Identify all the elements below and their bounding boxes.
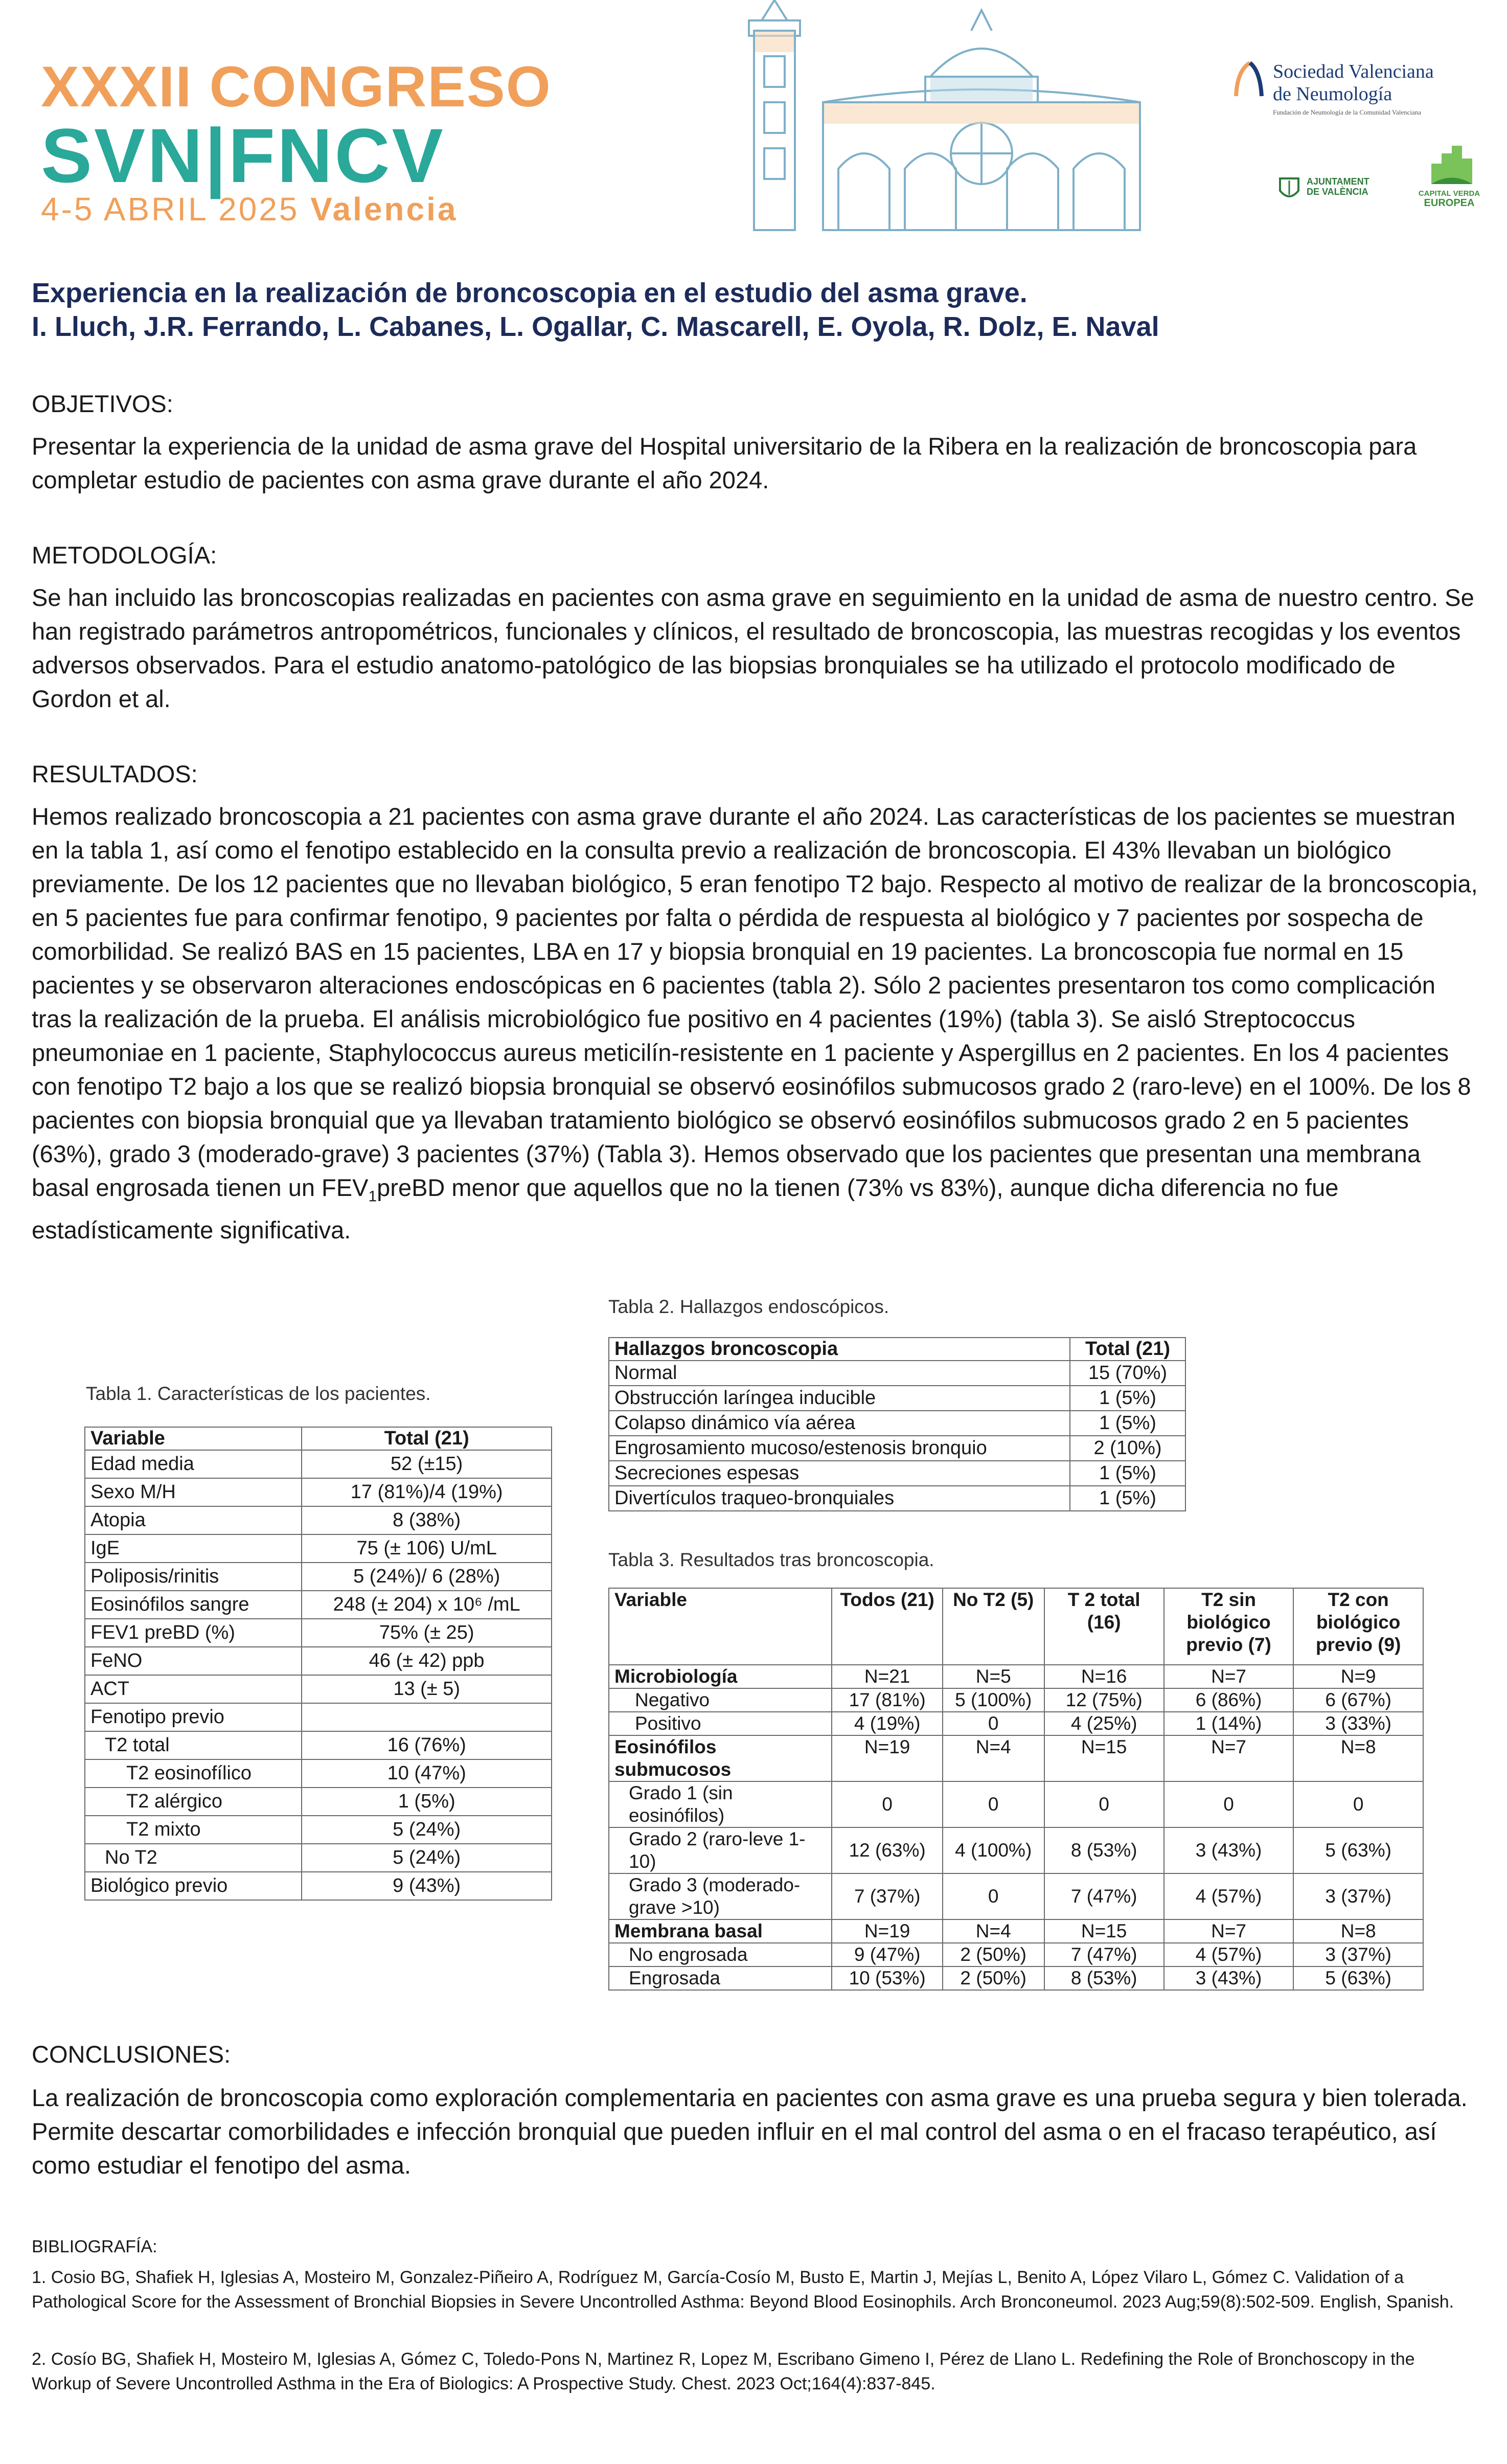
conclusiones-heading: CONCLUSIONES: (32, 2041, 231, 2068)
table-cell: 12 (63%) (832, 1827, 942, 1873)
table-row (85, 1759, 552, 1788)
capital-line1: CAPITAL VERDA (1418, 189, 1480, 198)
table-cell: 4 (100%) (943, 1827, 1044, 1873)
table-cell: 5 (24%) (302, 1844, 552, 1872)
table-cell: T2 total (85, 1731, 302, 1759)
table-cell: 3 (43%) (1164, 1966, 1294, 1990)
table-cell: N=7 (1164, 1919, 1294, 1943)
table-cell: Poliposis/rinitis (85, 1563, 302, 1591)
society-subtitle: Fundación de Neumología de la Comunidad Valenciana (1273, 108, 1422, 116)
table-cell: 1 (5%) (1070, 1386, 1185, 1411)
table3 (608, 1588, 1424, 1991)
table-cell (302, 1703, 552, 1731)
table2-caption: Tabla 2. Hallazgos endoscópicos. (608, 1296, 889, 1317)
table3-header-t2-bio: T2 con biológico previo (9) (1293, 1588, 1423, 1665)
resultados-text-a: Hemos realizado broncoscopia a 21 pacientes con asma grave durante el año 2024. Las características de los pacientes se muestran en la tabla 1, así como el fenotipo establecido en la consulta previo a realización de broncoscopia. El 43% llevaban un biológico previamente. De los 12 pacientes que no llevaban biológico, 5 eran fenotipo T2 bajo. Respecto al motivo de realizar de la broncoscopia, en 5 pacientes fue para confirmar fenotipo, 9 pacientes por falta o pérdida de respuesta al biológico y 7 pacientes por sospecha de comorbilidad. Se realizó BAS en 15 pacientes, LBA en 17 y biopsia bronquial en 19 pacientes. La broncoscopia fue normal en 15 pacientes y se observaron alteraciones endoscópicas en 6 pacientes (tabla 2). Sólo 2 pacientes presentaron tos como complicación tras la realización de la prueba. El análisis microbiológico fue positivo en 4 pacientes (19%) (tabla 3). Se aisló Streptococcus pneumoniae en 1 paciente, Staphylococcus aureus meticilín-resistente en 1 paciente y Aspergillus en 2 pacientes. En los 4 pacientes con fenotipo T2 bajo a los que se realizó biopsia bronquial se observó eosinófilos submucosos grado 2 (raro-leve) en el 100%. De los 8 pacientes con biopsia bronquial que ya llevaban tratamiento biológico se observó eosinófilos submucosos grado 2 en 5 pacientes (63%), grado 3 (moderado-grave) 3 pacientes (37%) (Tabla 3). Hemos observado que los pacientes que presentan una membrana basal engrosada tienen un FEV (32, 803, 1478, 1201)
table-cell: N=8 (1293, 1919, 1423, 1943)
table-row (85, 1591, 552, 1619)
congress-city: Valencia (310, 191, 458, 228)
society-name-line1: Sociedad Valenciana (1273, 61, 1434, 82)
table-cell: Edad media (85, 1450, 302, 1478)
city-shield-icon (1278, 176, 1300, 202)
table-cell: Grado 3 (moderado-grave >10) (609, 1873, 832, 1919)
society-name-line2: de Neumología (1273, 83, 1392, 105)
table-row (85, 1844, 552, 1872)
table-cell: 8 (53%) (1044, 1827, 1164, 1873)
table-cell: 17 (81%) (832, 1688, 942, 1712)
ajuntament-line2: DE VALÈNCIA (1307, 187, 1368, 197)
congress-title: XXXII CONGRESO (41, 55, 552, 119)
table-cell: 2 (50%) (943, 1966, 1044, 1990)
table-cell: N=4 (943, 1735, 1044, 1781)
bibliography-ref1: 1. Cosio BG, Shafiek H, Iglesias A, Mosteiro M, Gonzalez-Piñeiro A, Rodríguez M, García-Cosío M, Busto E, Martin J, Mejías L, Benito A, López Vilaro L, Gómez C. Validation of a Pathological Score for the Assessment of Bronchial Biopsies in Severe Uncontrolled Asthma: Beyond Blood Eosinophils. Arch Bronconeumol. 2023 Aug;59(8):502-509. English, Spanish. (32, 2268, 1454, 2312)
table-row (609, 1486, 1185, 1511)
table-cell: N=19 (832, 1735, 942, 1781)
table-cell: Biológico previo (85, 1872, 302, 1900)
table-cell: Sexo M/H (85, 1478, 302, 1506)
table-cell: 5 (63%) (1293, 1827, 1423, 1873)
table-cell: 1 (5%) (302, 1788, 552, 1816)
table1-header-variable: Variable (85, 1427, 302, 1450)
table-row (85, 1563, 552, 1591)
table-cell: 0 (943, 1712, 1044, 1735)
table-cell: 4 (57%) (1164, 1873, 1294, 1919)
table-row (609, 1461, 1185, 1486)
table-cell: FEV1 preBD (%) (85, 1619, 302, 1647)
table-cell: Engrosada (609, 1966, 832, 1990)
table1-caption: Tabla 1. Características de los pacientes. (86, 1383, 431, 1404)
table-row (609, 1735, 1423, 1781)
table-cell: 6 (86%) (1164, 1688, 1294, 1712)
table3-header-all: Todos (21) (832, 1588, 942, 1665)
table2-header-total: Total (21) (1070, 1338, 1185, 1361)
table-cell: 7 (47%) (1044, 1873, 1164, 1919)
table-cell: T2 alérgico (85, 1788, 302, 1816)
table-cell: 8 (53%) (1044, 1966, 1164, 1990)
table-cell: 13 (± 5) (302, 1675, 552, 1703)
table-cell: Obstrucción laríngea inducible (609, 1386, 1070, 1411)
table-cell: 75 (± 106) U/mL (302, 1534, 552, 1563)
table-row (85, 1788, 552, 1816)
table-cell: 7 (37%) (832, 1873, 942, 1919)
bibliography-heading: BIBLIOGRAFÍA: (32, 2237, 157, 2256)
table-cell: 0 (943, 1873, 1044, 1919)
table2-header-row (609, 1338, 1185, 1361)
table-cell: Microbiología (609, 1665, 832, 1688)
table-row (609, 1436, 1185, 1461)
table-cell: 0 (1293, 1781, 1423, 1827)
table-cell: Positivo (609, 1712, 832, 1735)
bibliography-ref2: 2. Cosío BG, Shafiek H, Mosteiro M, Iglesias A, Gómez C, Toledo-Pons N, Martinez R, Lopez M, Escribano Gimeno I, Pérez de Llano L. Redefining the Role of Bronchoscopy in the Workup of Severe Uncontrolled Asthma in the Era of Biologics: A Prospective Study. Chest. 2023 Oct;164(4):837-845. (32, 2349, 1415, 2393)
table-cell: 0 (1044, 1781, 1164, 1827)
table-cell: 1 (14%) (1164, 1712, 1294, 1735)
table-cell: 52 (±15) (302, 1450, 552, 1478)
table-row (609, 1361, 1185, 1386)
table-cell: T2 mixto (85, 1816, 302, 1844)
table-cell: 6 (67%) (1293, 1688, 1423, 1712)
table-row (85, 1450, 552, 1478)
table-row (85, 1647, 552, 1675)
objetivos-text: Presentar la experiencia de la unidad de asma grave del Hospital universitario de la Ribera en la realización de broncoscopia para completar estudio de pacientes con asma grave durante el año 2024. (32, 433, 1417, 493)
table-cell: Atopia (85, 1506, 302, 1534)
table-cell: 75% (± 25) (302, 1619, 552, 1647)
resultados-heading: RESULTADOS: (32, 760, 198, 787)
table-row (609, 1411, 1185, 1436)
table1 (84, 1427, 552, 1901)
table-cell: Negativo (609, 1688, 832, 1712)
table-cell: N=7 (1164, 1735, 1294, 1781)
table-row (85, 1872, 552, 1900)
table-row (609, 1665, 1423, 1688)
table3-header-variable: Variable (609, 1588, 832, 1665)
table-cell: 10 (53%) (832, 1966, 942, 1990)
table-cell: 3 (37%) (1293, 1943, 1423, 1966)
conclusiones-text: La realización de broncoscopia como exploración complementaria en pacientes con asma grave es una prueba segura y bien tolerada. Permite descartar comorbilidades e infección bronquial que pueden influir en el mal control del asma o en el fracaso terapéutico, así como estudiar el fenotipo del asma. (32, 2084, 1468, 2179)
table-cell: 1 (5%) (1070, 1411, 1185, 1436)
table-cell: 0 (1164, 1781, 1294, 1827)
table-row (609, 1966, 1423, 1990)
table-row (85, 1619, 552, 1647)
table-cell: T2 eosinofílico (85, 1759, 302, 1788)
table-cell: N=7 (1164, 1665, 1294, 1688)
table-cell: 10 (47%) (302, 1759, 552, 1788)
table-cell: N=16 (1044, 1665, 1164, 1688)
table-cell: 7 (47%) (1044, 1943, 1164, 1966)
table-cell: Engrosamiento mucoso/estenosis bronquio (609, 1436, 1070, 1461)
table3-header-no-t2: No T2 (5) (943, 1588, 1044, 1665)
table-cell: Colapso dinámico vía aérea (609, 1411, 1070, 1436)
table-row (609, 1386, 1185, 1411)
table-cell: Normal (609, 1361, 1070, 1386)
table-row (85, 1478, 552, 1506)
table-cell: 15 (70%) (1070, 1361, 1185, 1386)
objetivos-heading: OBJETIVOS: (32, 390, 173, 417)
congress-dates: 4-5 ABRIL 2025 (41, 191, 300, 228)
capital-line2: EUROPEA (1424, 197, 1475, 209)
table-cell: 2 (50%) (943, 1943, 1044, 1966)
poster-title (32, 276, 1463, 344)
table-cell: Fenotipo previo (85, 1703, 302, 1731)
table3-caption: Tabla 3. Resultados tras broncoscopia. (608, 1549, 934, 1570)
table-cell: Divertículos traqueo-bronquiales (609, 1486, 1070, 1511)
valencia-building-illustration (705, 0, 1206, 235)
table-cell: 3 (33%) (1293, 1712, 1423, 1735)
table-cell: N=4 (943, 1919, 1044, 1943)
table-cell: 0 (832, 1781, 942, 1827)
fev-subscript: 1 (368, 1188, 377, 1205)
table-cell: Membrana basal (609, 1919, 832, 1943)
table-cell: N=15 (1044, 1919, 1164, 1943)
society-logo (1273, 60, 1477, 117)
table-cell: N=19 (832, 1919, 942, 1943)
table-cell: 2 (10%) (1070, 1436, 1185, 1461)
table-row (85, 1675, 552, 1703)
table-cell: 3 (37%) (1293, 1873, 1423, 1919)
table-row (85, 1816, 552, 1844)
table-cell: 0 (943, 1781, 1044, 1827)
table-row (609, 1688, 1423, 1712)
table-cell: 17 (81%)/4 (19%) (302, 1478, 552, 1506)
table-cell: No engrosada (609, 1943, 832, 1966)
table-row (609, 1781, 1423, 1827)
table3-header-t2-total: T 2 total (16) (1044, 1588, 1164, 1665)
table-cell: 9 (47%) (832, 1943, 942, 1966)
green-capital-icon (1426, 143, 1477, 189)
table-cell: Grado 2 (raro-leve 1-10) (609, 1827, 832, 1873)
table-cell: 46 (± 42) ppb (302, 1647, 552, 1675)
table-cell: Grado 1 (sin eosinófilos) (609, 1781, 832, 1827)
table-cell: Eosinófilos sangre (85, 1591, 302, 1619)
table-cell: ACT (85, 1675, 302, 1703)
table-cell: 8 (38%) (302, 1506, 552, 1534)
resultados-text-b: preBD menor que aquellos que no la tienen (73% vs 83%), aunque dicha diferencia no fue estadísticamente significativa. (32, 1174, 1339, 1244)
title-text: Experiencia en la realización de broncoscopia en el estudio del asma grave. (32, 278, 1028, 308)
table-cell: 248 (± 204) x 10⁶ /mL (302, 1591, 552, 1619)
table-cell: No T2 (85, 1844, 302, 1872)
table2 (608, 1337, 1186, 1511)
table-cell: 5 (24%)/ 6 (28%) (302, 1563, 552, 1591)
table-cell: 4 (25%) (1044, 1712, 1164, 1735)
table2-header-findings: Hallazgos broncoscopia (609, 1338, 1070, 1361)
table-cell: 5 (24%) (302, 1816, 552, 1844)
table-row (609, 1919, 1423, 1943)
table3-header-t2-no-bio: T2 sin biológico previo (7) (1164, 1588, 1294, 1665)
table-row (609, 1873, 1423, 1919)
table-cell: 4 (57%) (1164, 1943, 1294, 1966)
table-cell: 1 (5%) (1070, 1486, 1185, 1511)
table-cell: 1 (5%) (1070, 1461, 1185, 1486)
table-cell: N=15 (1044, 1735, 1164, 1781)
table-cell: N=8 (1293, 1735, 1423, 1781)
table-cell: 3 (43%) (1164, 1827, 1294, 1873)
table-cell: N=21 (832, 1665, 942, 1688)
table-cell: N=9 (1293, 1665, 1423, 1688)
table-cell: 12 (75%) (1044, 1688, 1164, 1712)
table1-header-row (85, 1427, 552, 1450)
authors-text: I. Lluch, J.R. Ferrando, L. Cabanes, L. Ogallar, C. Mascarell, E. Oyola, R. Dolz, E. Naval (32, 311, 1159, 342)
table1-header-total: Total (21) (302, 1427, 552, 1450)
table-cell: 9 (43%) (302, 1872, 552, 1900)
capital-verde-logo (1416, 189, 1482, 208)
congress-date-place (41, 190, 458, 228)
congress-acronym: SVN|FNCV (41, 112, 445, 198)
metodologia-heading: METODOLOGÍA: (32, 541, 217, 569)
table-cell: 5 (100%) (943, 1688, 1044, 1712)
table-cell: IgE (85, 1534, 302, 1563)
table-row (609, 1827, 1423, 1873)
ajuntament-line1: AJUNTAMENT (1307, 176, 1369, 187)
table-cell: FeNO (85, 1647, 302, 1675)
table-row (609, 1943, 1423, 1966)
table-row (85, 1731, 552, 1759)
table-cell: 16 (76%) (302, 1731, 552, 1759)
table-cell: N=5 (943, 1665, 1044, 1688)
table-cell: 5 (63%) (1293, 1966, 1423, 1990)
table-cell: Eosinófilos submucosos (609, 1735, 832, 1781)
table-cell: Secreciones espesas (609, 1461, 1070, 1486)
table-cell: 4 (19%) (832, 1712, 942, 1735)
table-row (85, 1534, 552, 1563)
table3-header-row (609, 1588, 1423, 1665)
table-row (609, 1712, 1423, 1735)
lung-icon (1232, 60, 1268, 101)
ajuntament-logo (1278, 176, 1369, 197)
resultados-text (32, 800, 1478, 1247)
metodologia-text: Se han incluido las broncoscopias realizadas en pacientes con asma grave en seguimiento en la unidad de asma de nuestro centro. Se han registrado parámetros antropométricos, funcionales y clínicos, el resultado de broncoscopia, las muestras recogidas y los eventos adversos observados. Para el estudio anatomo-patológico de las biopsias bronquiales se ha utilizado el protocolo modificado de Gordon et al. (32, 584, 1474, 712)
table-row (85, 1506, 552, 1534)
table-row (85, 1703, 552, 1731)
